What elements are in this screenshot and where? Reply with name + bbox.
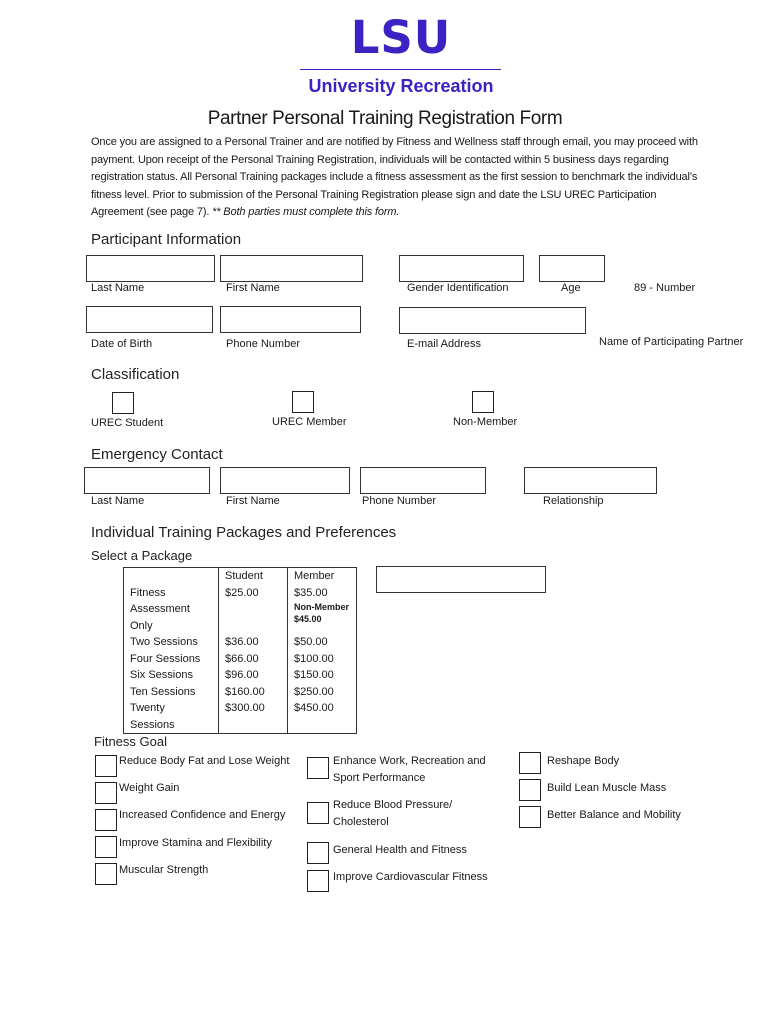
student-column-header: Student [219, 568, 288, 585]
goal-checkbox-blood-pressure[interactable] [307, 802, 329, 824]
participant-gender-label: Gender Identification [407, 282, 509, 294]
table-header-row [124, 568, 357, 585]
intro-text: Once you are assigned to a Personal Trainer and are notified by Fitness and Wellness staff through email, you may proceed with payment. Upon receipt of the Personal Training Registration, individuals will be contacted within 5 business days regarding registration status. All Personal Training packages include a fitness assessment as the first session to benchmark the individual’s fitness level. Prior to submission of the Personal Training Registration please sign and date the LSU UREC Participation Agreement (see page 7). [91, 136, 698, 218]
emergency-heading: Emergency Contact [91, 446, 223, 463]
table-row[interactable] [124, 667, 357, 684]
urec-member-checkbox[interactable] [292, 391, 314, 413]
participant-age-label: Age [561, 282, 581, 294]
student-price: $300.00 [219, 700, 288, 734]
participant-email-label: E-mail Address [407, 338, 481, 350]
emergency-relationship-field[interactable] [524, 467, 657, 494]
student-price: $160.00 [219, 684, 288, 701]
member-price: $35.00 [294, 586, 328, 599]
goal-checkbox-lean-muscle[interactable] [519, 779, 541, 801]
member-price: $100.00 [288, 651, 357, 668]
table-row[interactable] [124, 634, 357, 651]
goal-label: Improve Cardiovascular Fitness [333, 871, 488, 883]
logo-divider [300, 69, 501, 70]
member-column-header: Member [288, 568, 357, 585]
emergency-last-name-field[interactable] [84, 467, 210, 494]
package-name: Four Sessions [124, 651, 219, 668]
emergency-first-name-field[interactable] [220, 467, 350, 494]
participant-last-name-field[interactable] [86, 255, 215, 282]
member-price: $150.00 [288, 667, 357, 684]
student-price: $36.00 [219, 634, 288, 651]
participant-gender-field[interactable] [399, 255, 524, 282]
participant-last-name-label: Last Name [91, 282, 145, 294]
goal-label: Reshape Body [547, 755, 620, 767]
participant-dob-label: Date of Birth [91, 338, 153, 350]
goal-checkbox-balance-mobility[interactable] [519, 806, 541, 828]
member-price: $450.00 [288, 700, 357, 734]
non-member-price: Non-Member $45.00 [294, 602, 350, 624]
lsu-logo: LSU [350, 11, 452, 64]
partner-name-label: Name of Participating Partner [599, 336, 744, 348]
emergency-last-name-label: Last Name [91, 495, 145, 507]
goal-label: Better Balance and Mobility [547, 809, 681, 821]
urec-student-label: UREC Student [91, 417, 164, 429]
member-price: $250.00 [288, 684, 357, 701]
package-name: Fitness Assessment Only [124, 585, 219, 635]
packages-heading: Individual Training Packages and Preferences [91, 524, 397, 541]
logo-subtitle: University Recreation [308, 76, 494, 96]
table-row[interactable] [124, 700, 357, 734]
goal-label: Weight Gain [119, 782, 180, 794]
non-member-checkbox[interactable] [472, 391, 494, 413]
participant-phone-label: Phone Number [226, 338, 300, 350]
form-title: Partner Personal Training Registration Form [207, 108, 563, 129]
package-name: Two Sessions [124, 634, 219, 651]
table-row[interactable] [124, 684, 357, 701]
goal-label: Improve Stamina and Flexibility [119, 837, 272, 849]
goal-checkbox-sport-performance[interactable] [307, 757, 329, 779]
emergency-phone-field[interactable] [360, 467, 486, 494]
non-member-label: Non-Member [453, 416, 518, 428]
goal-checkbox-weight-gain[interactable] [95, 782, 117, 804]
urec-member-label: UREC Member [272, 416, 347, 428]
goal-checkbox-cardiovascular[interactable] [307, 870, 329, 892]
goal-label: Reduce Blood Pressure/ Cholesterol [333, 799, 453, 828]
goal-label: General Health and Fitness [333, 844, 467, 856]
urec-student-checkbox[interactable] [112, 392, 134, 414]
participant-dob-field[interactable] [86, 306, 213, 333]
table-row[interactable] [124, 651, 357, 668]
package-name: Six Sessions [124, 667, 219, 684]
emergency-phone-label: Phone Number [362, 495, 436, 507]
goal-checkbox-general-health[interactable] [307, 842, 329, 864]
participant-heading: Participant Information [91, 231, 242, 248]
table-row[interactable] [124, 585, 357, 635]
participant-first-name-field[interactable] [220, 255, 363, 282]
intro-emphasis: ** Both parties must complete this form. [212, 206, 400, 218]
goal-checkbox-confidence-energy[interactable] [95, 809, 117, 831]
student-price: $96.00 [219, 667, 288, 684]
participant-age-field[interactable] [539, 255, 605, 282]
goal-label: Reduce Body Fat and Lose Weight [119, 755, 290, 767]
participant-phone-field[interactable] [220, 306, 361, 333]
number-89-label: 89 - Number [634, 282, 696, 294]
package-price-table [123, 567, 357, 734]
student-price: $66.00 [219, 651, 288, 668]
goal-checkbox-muscular-strength[interactable] [95, 863, 117, 885]
goal-label: Increased Confidence and Energy [119, 809, 286, 821]
goal-label: Enhance Work, Recreation and Sport Performance [333, 755, 486, 784]
classification-heading: Classification [91, 366, 180, 383]
goal-checkbox-stamina-flexibility[interactable] [95, 836, 117, 858]
package-name: Ten Sessions [124, 684, 219, 701]
fitness-goal-heading: Fitness Goal [94, 734, 167, 749]
student-price: $25.00 [219, 585, 288, 635]
package-selection-field[interactable] [376, 566, 546, 593]
package-name: Twenty Sessions [124, 700, 219, 734]
participant-email-field[interactable] [399, 307, 586, 334]
goal-label: Build Lean Muscle Mass [547, 782, 667, 794]
participant-first-name-label: First Name [226, 282, 280, 294]
goal-checkbox-reshape-body[interactable] [519, 752, 541, 774]
intro-paragraph [91, 134, 711, 222]
emergency-first-name-label: First Name [226, 495, 280, 507]
member-price: $50.00 [288, 634, 357, 651]
emergency-relationship-label: Relationship [543, 495, 604, 507]
select-package-subheading: Select a Package [91, 548, 193, 563]
goal-checkbox-reduce-body-fat[interactable] [95, 755, 117, 777]
goal-label: Muscular Strength [119, 864, 209, 876]
